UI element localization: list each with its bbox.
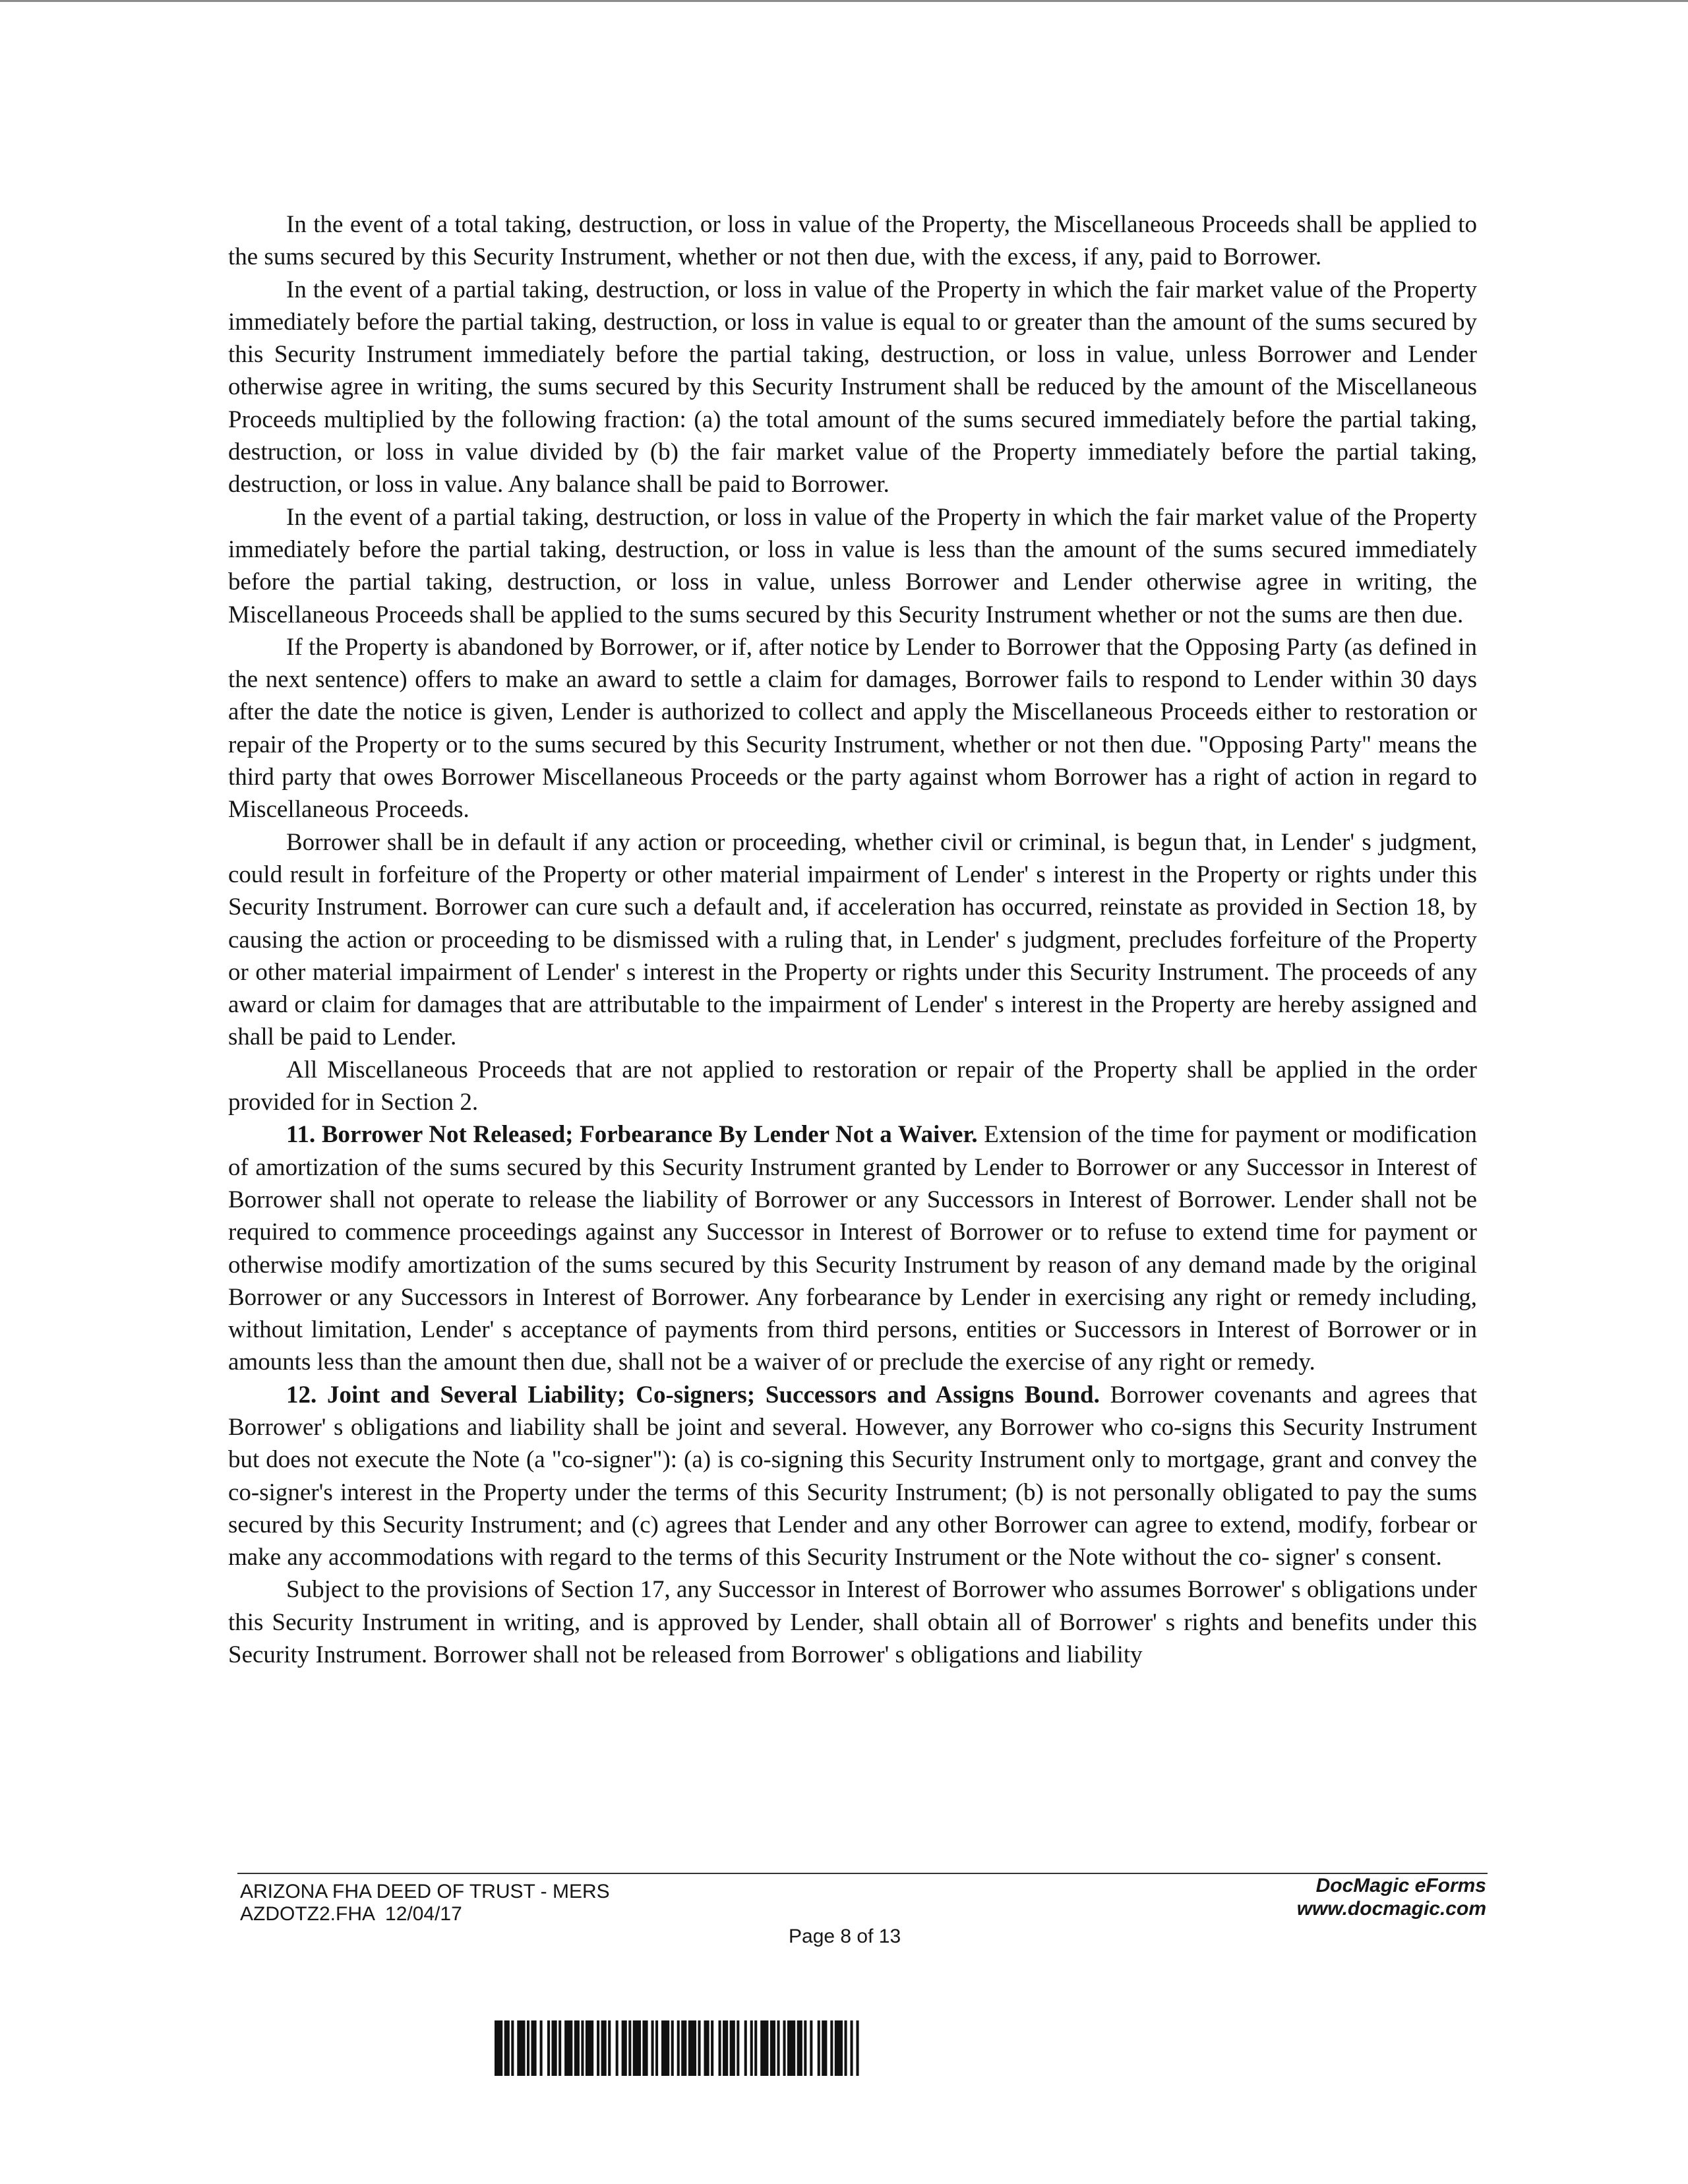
section-11-heading: 11. Borrower Not Released; Forbearance By Lender Not a Waiver. (286, 1121, 978, 1149)
paragraph-total-taking: In the event of a total taking, destruction, or loss in value of the Property, the Miscellaneous Proceeds shall be applied to the sums secured by this Security Instrument, whether or not then due, with the excess, if any, paid to Borrower. (228, 211, 1477, 271)
footer-vendor (1297, 1874, 1486, 1920)
paragraph-abandoned-property: If the Property is abandoned by Borrower, or if, after notice by Lender to Borrower that the Opposing Party (as defined in the next sentence) offers to make an award to settle a claim for damages, Borrower fails to respond to Lender within 30 days after the date the notice is given, Lender is authorized to collect and apply the Miscellaneous Proceeds either to restoration or repair of the Property or to the sums secured by this Security Instrument, whether or not then due. "Opposing Party" means the third party that owes Borrower Miscellaneous Proceeds or the party against whom Borrower has a right of action in regard to Miscellaneous Proceeds. (228, 633, 1477, 824)
barcode-icon (495, 2020, 1226, 2076)
form-code: AZDOTZ2.FHA 12/04/17 (240, 1903, 462, 1925)
paragraph-default-action: Borrower shall be in default if any action or proceeding, whether civil or criminal, is begun that, in Lender' s judgment, could result in forfeiture of the Property or other material impairment of Lender' s interest in the Property or rights under this Security Instrument. Borrower can cure such a default and, if acceleration has occurred, reinstate as provided in Section 18, by causing the action or proceeding to be dismissed with a ruling that, in Lender' s judgment, precludes forfeiture of the Property or other material impairment of Lender' s interest in the Property or rights under this Security Instrument. The proceeds of any award or claim for damages that are attributable to the impairment of Lender' s interest in the Property are hereby assigned and shall be paid to Lender. (228, 828, 1477, 1051)
vendor-url: www.docmagic.com (1296, 1898, 1486, 1920)
form-title: ARIZONA FHA DEED OF TRUST - MERS (240, 1881, 610, 1902)
page-number: Page 8 of 13 (789, 1926, 901, 1947)
section-12-heading: 12. Joint and Several Liability; Co-signers; Successors and Assigns Bound. (286, 1381, 1100, 1409)
paragraph-partial-taking-less: In the event of a partial taking, destruction, or loss in value of the Property in which the fair market value of the Property immediately before the partial taking, destruction, or loss in value is less than the amount of the sums secured immediately before the partial taking, destruction, or loss in value, unless Borrower and Lender otherwise agree in writing, the Miscellaneous Proceeds shall be applied to the sums secured by this Security Instrument whether or not the sums are then due. (228, 503, 1477, 628)
vendor-name: DocMagic eForms (1315, 1875, 1486, 1896)
footer-form-info (240, 1881, 610, 1926)
paragraph-partial-taking-equal: In the event of a partial taking, destruction, or loss in value of the Property in which the fair market value of the Property immediately before the partial taking, destruction, or loss in value is equal to or greater than the amount of the sums secured by this Security Instrument immediately before the partial taking, destruction, or loss in value, unless Borrower and Lender otherwise agree in writing, the sums secured by this Security Instrument shall be reduced by the amount of the Miscellaneous Proceeds multiplied by the following fraction: (a) the total amount of the sums secured immediately before the partial taking, destruction, or loss in value divided by (b) the fair market value of the Property immediately before the partial taking, destruction, or loss in value. Any balance shall be paid to Borrower. (228, 276, 1477, 499)
section-12: 12. Joint and Several Liability; Co-signers; Successors and Assigns Bound. Borrower covenants and agrees that Borrower' s obligations and liability shall be joint and several. However, any Borrower who co-signs this Security Instrument but does not execute the Note (a "co-signer"): (a) is co-signing this Security Instrument only to mortgage, grant and convey the co-signer's interest in the Property under the terms of this Security Instrument; (b) is not personally obligated to pay the sums secured by this Security Instrument; and (c) agrees that Lender and any other Borrower can agree to extend, modify, forbear or make any accommodations with regard to the terms of this Security Instrument or the Note without the co- signer' s consent. (228, 1381, 1477, 1571)
page-top-edge (0, 0, 1688, 2)
paragraph-miscellaneous-proceeds: All Miscellaneous Proceeds that are not applied to restoration or repair of the Property shall be applied in the order provided for in Section 2. (228, 1056, 1477, 1116)
section-11: 11. Borrower Not Released; Forbearance By Lender Not a Waiver. Extension of the time for payment or modification of amortization of the sums secured by this Security Instrument granted by Lender to Borrower or any Successor in Interest of Borrower shall not operate to release the liability of Borrower or any Successors in Interest of Borrower. Lender shall not be required to commence proceedings against any Successor in Interest of Borrower or to refuse to extend time for payment or otherwise modify amortization of the sums secured by this Security Instrument by reason of any demand made by the original Borrower or any Successors in Interest of Borrower. Any forbearance by Lender in exercising any right or remedy including, without limitation, Lender' s acceptance of payments from third persons, entities or Successors in Interest of Borrower or in amounts less than the amount then due, shall not be a waiver of or preclude the exercise of any right or remedy. (228, 1121, 1478, 1376)
paragraph-successor-in-interest: Subject to the provisions of Section 17, any Successor in Interest of Borrower who assumes Borrower' s obligations under this Security Instrument in writing, and is approved by Lender, shall obtain all of Borrower' s rights and benefits under this Security Instrument. Borrower shall not be released from Borrower' s obligations and liability (228, 1576, 1477, 1669)
document-body (228, 208, 1477, 1671)
